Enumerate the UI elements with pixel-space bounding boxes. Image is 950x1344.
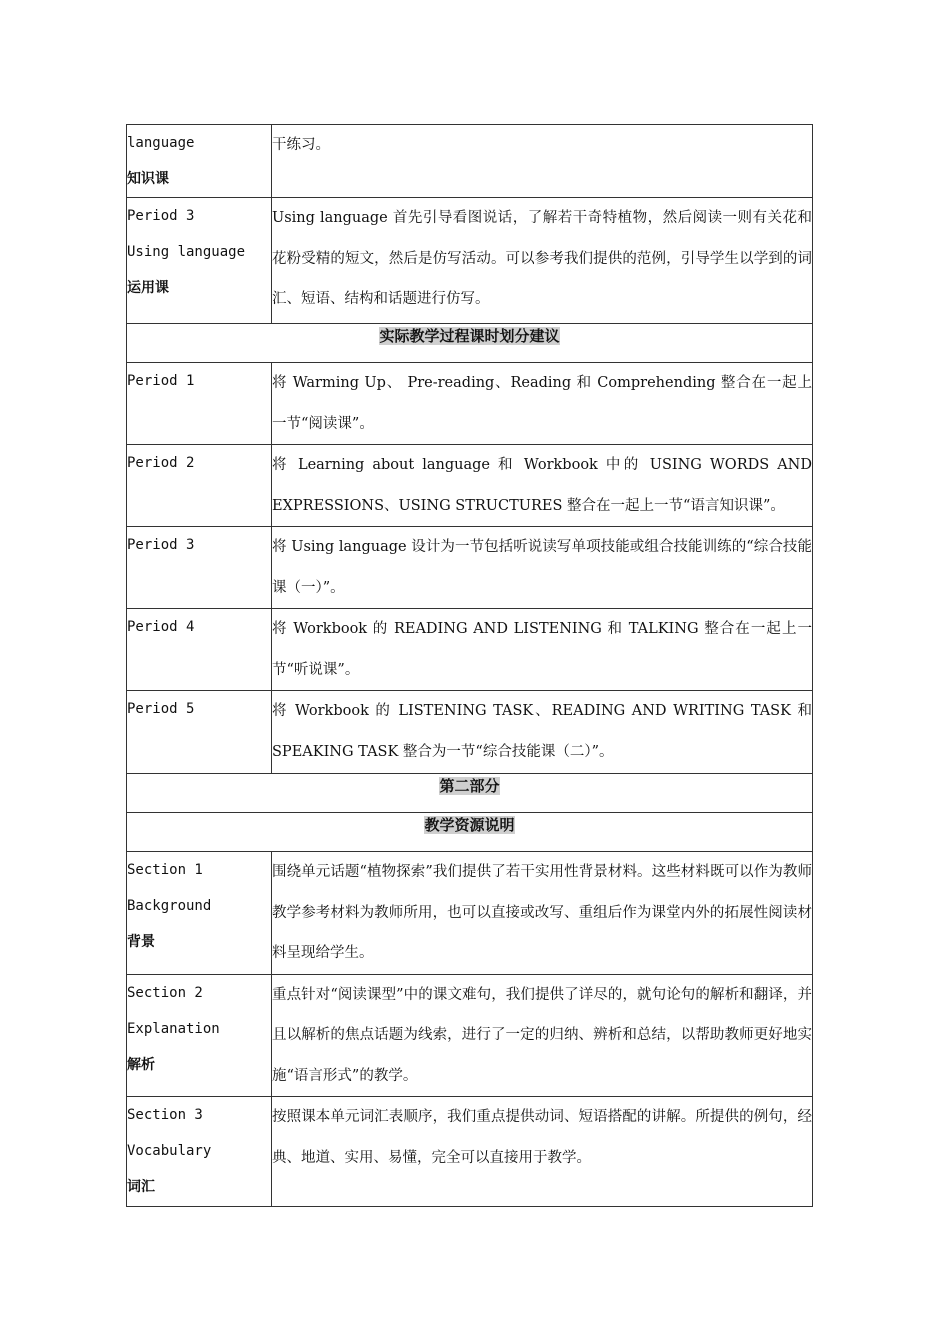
row-content: 干练习。 xyxy=(272,125,813,198)
table-row xyxy=(127,691,813,774)
label-line: Section 3 xyxy=(127,1107,203,1123)
label-line: Period 5 xyxy=(127,701,195,717)
label-line: language xyxy=(127,135,195,151)
row-label xyxy=(127,609,272,691)
row-label xyxy=(127,125,272,198)
label-line: Period 4 xyxy=(127,619,195,635)
row-label xyxy=(127,198,272,324)
row-label xyxy=(127,1097,272,1207)
section-header-row xyxy=(127,324,813,363)
table-row xyxy=(127,363,813,445)
row-content: 重点针对“阅读课型”中的课文难句，我们提供了详尽的，就句论句的解析和翻译，并且以解析的焦点话题为线索，进行了一定的归纳、辨析和总结，以帮助教师更好地实施“语言形式”的教学。 xyxy=(272,974,813,1097)
label-line: Period 2 xyxy=(127,455,195,471)
table-row xyxy=(127,852,813,975)
label-line: Explanation xyxy=(127,1020,220,1037)
row-label xyxy=(127,527,272,609)
label-line: Section 1 xyxy=(127,862,203,878)
table-row xyxy=(127,527,813,609)
header-suggest xyxy=(127,324,813,363)
row-content: 围绕单元话题“植物探索”我们提供了若干实用性背景材料。这些材料既可以作为教师教学参考材料为教师所用，也可以直接或改写、重组后作为课堂内外的拓展性阅读材料呈现给学生。 xyxy=(272,852,813,975)
row-label xyxy=(127,974,272,1097)
row-content: 将 Using language 设计为一节包括听说读写单项技能或组合技能训练的“综合技能课（一）”。 xyxy=(272,527,813,609)
label-line: 知识课 xyxy=(127,171,169,187)
row-label xyxy=(127,852,272,975)
header-text: 第二部分 xyxy=(439,777,500,795)
label-line: Using language xyxy=(127,244,246,260)
table-row xyxy=(127,1097,813,1207)
label-line: Section 2 xyxy=(127,984,203,1001)
table-row xyxy=(127,974,813,1097)
table-row xyxy=(127,198,813,324)
header-text: 实际教学过程课时划分建议 xyxy=(379,327,560,345)
label-line: Period 3 xyxy=(127,208,195,224)
row-content: Using language 首先引导看图说话，了解若干奇特植物，然后阅读一则有关花和花粉受精的短文，然后是仿写活动。可以参考我们提供的范例，引导学生以学到的词汇、短语、结构和话题进行仿写。 xyxy=(272,198,813,324)
row-label xyxy=(127,445,272,527)
label-line: Period 1 xyxy=(127,373,195,389)
label-line: Vocabulary xyxy=(127,1143,212,1159)
row-content: 将 Workbook 的 READING AND LISTENING 和 TALKING 整合在一起上一节“听说课”。 xyxy=(272,609,813,691)
label-line: 运用课 xyxy=(127,280,169,296)
label-line: Period 3 xyxy=(127,537,195,553)
section-header-row xyxy=(127,774,813,813)
table-row xyxy=(127,125,813,198)
label-line: 解析 xyxy=(127,1056,155,1073)
header-resources xyxy=(127,813,813,852)
lesson-plan-table xyxy=(126,124,813,1207)
table-row xyxy=(127,445,813,527)
row-content: 将 Warming Up、 Pre-reading、Reading 和 Comprehending 整合在一起上一节“阅读课”。 xyxy=(272,363,813,445)
label-line: 背景 xyxy=(127,934,155,950)
label-line: 词汇 xyxy=(127,1179,155,1195)
section-header-row xyxy=(127,813,813,852)
table-row xyxy=(127,609,813,691)
row-content: 将 Learning about language 和 Workbook 中的 USING WORDS AND EXPRESSIONS、USING STRUCTURES 整合在一起上一节“语言知识课”。 xyxy=(272,445,813,527)
row-content: 将 Workbook 的 LISTENING TASK、READING AND WRITING TASK 和 SPEAKING TASK 整合为一节“综合技能课（二）”。 xyxy=(272,691,813,774)
row-content: 按照课本单元词汇表顺序，我们重点提供动词、短语搭配的讲解。所提供的例句，经典、地道、实用、易懂，完全可以直接用于教学。 xyxy=(272,1097,813,1207)
label-line: Background xyxy=(127,898,212,914)
header-text: 教学资源说明 xyxy=(424,816,515,834)
row-label xyxy=(127,691,272,774)
row-label xyxy=(127,363,272,445)
header-part xyxy=(127,774,813,813)
